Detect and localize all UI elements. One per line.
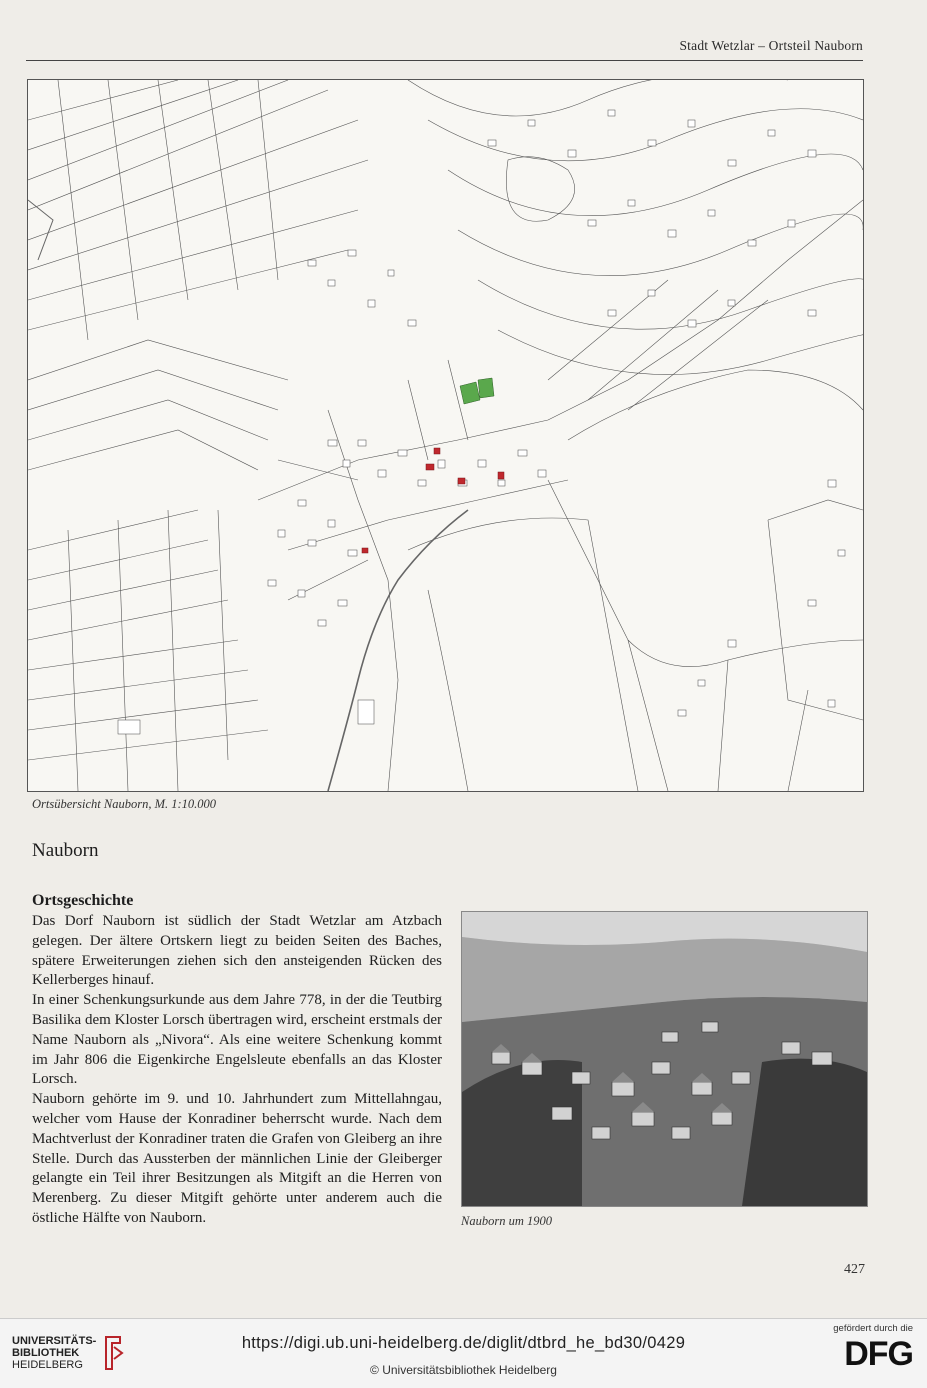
historic-photo [461, 911, 868, 1207]
copyright-notice: © Universitätsbibliothek Heidelberg [370, 1363, 557, 1377]
dfg-funding-block[interactable] [833, 1323, 913, 1372]
page-number: 427 [844, 1262, 865, 1277]
photo-caption: Nauborn um 1900 [461, 1214, 552, 1228]
library-line: UNIVERSITÄTS- [12, 1335, 97, 1347]
library-line: BIBLIOTHEK [12, 1347, 80, 1359]
map-caption: Ortsübersicht Nauborn, M. 1:10.000 [32, 797, 217, 811]
section-title: Nauborn [32, 840, 99, 861]
running-header: Stadt Wetzlar – Ortsteil Nauborn [679, 38, 863, 53]
permalink-url[interactable]: https://digi.ub.uni-heidelberg.de/diglit/dtbrd_he_bd30/0429 [241, 1334, 686, 1352]
footer-bar [0, 1318, 927, 1388]
paragraph: Das Dorf Nauborn ist südlich der Stadt Wetzlar am Atzbach gelegen. Der ältere Ortskern liegt zu beiden Seiten des Baches, spätere Erweiterungen ziehen sich den ansteigenden Rücken des Kellerberges hinauf. [32, 913, 442, 989]
header-rule [26, 60, 863, 61]
dfg-logo: DFG [844, 1335, 913, 1373]
paragraph: Nauborn gehörte im 9. und 10. Jahrhundert zum Mittellahngau, welcher vom Hause der Konradiner beherrscht wurde. Nach dem Machtverlust der Konradiner traten die Grafen von Gleiberg an ihre Stelle. Durch das Aussterben der männlichen Linie der Gleiberger gelangte ein Teil ihrer Besitzungen als Mitgift an die Herren von Merenberg. Zu dieser Mitgift gehörte unter anderem auch die östliche Hälfte von Nauborn. [32, 1091, 442, 1226]
map-drawing [28, 80, 863, 791]
town-overview-map [27, 79, 864, 792]
section-subtitle: Ortsgeschichte [32, 892, 134, 909]
paragraph: In einer Schenkungsurkunde aus dem Jahre 778, in der die Teutbirg Basilika dem Kloster Lorsch übertragen wird, erscheint erstmals der Name Nauborn als „Nivora“. Als eine weitere Schenkung kommt im Jahr 806 die Eigenkirche Engelsleute ebenfalls an das Kloster Lorsch. [32, 992, 442, 1088]
library-line: HEIDELBERG [12, 1359, 83, 1371]
history-text [32, 912, 442, 1229]
village-photo-drawing [462, 912, 867, 1206]
funded-by-label: gefördert durch die [833, 1323, 913, 1334]
